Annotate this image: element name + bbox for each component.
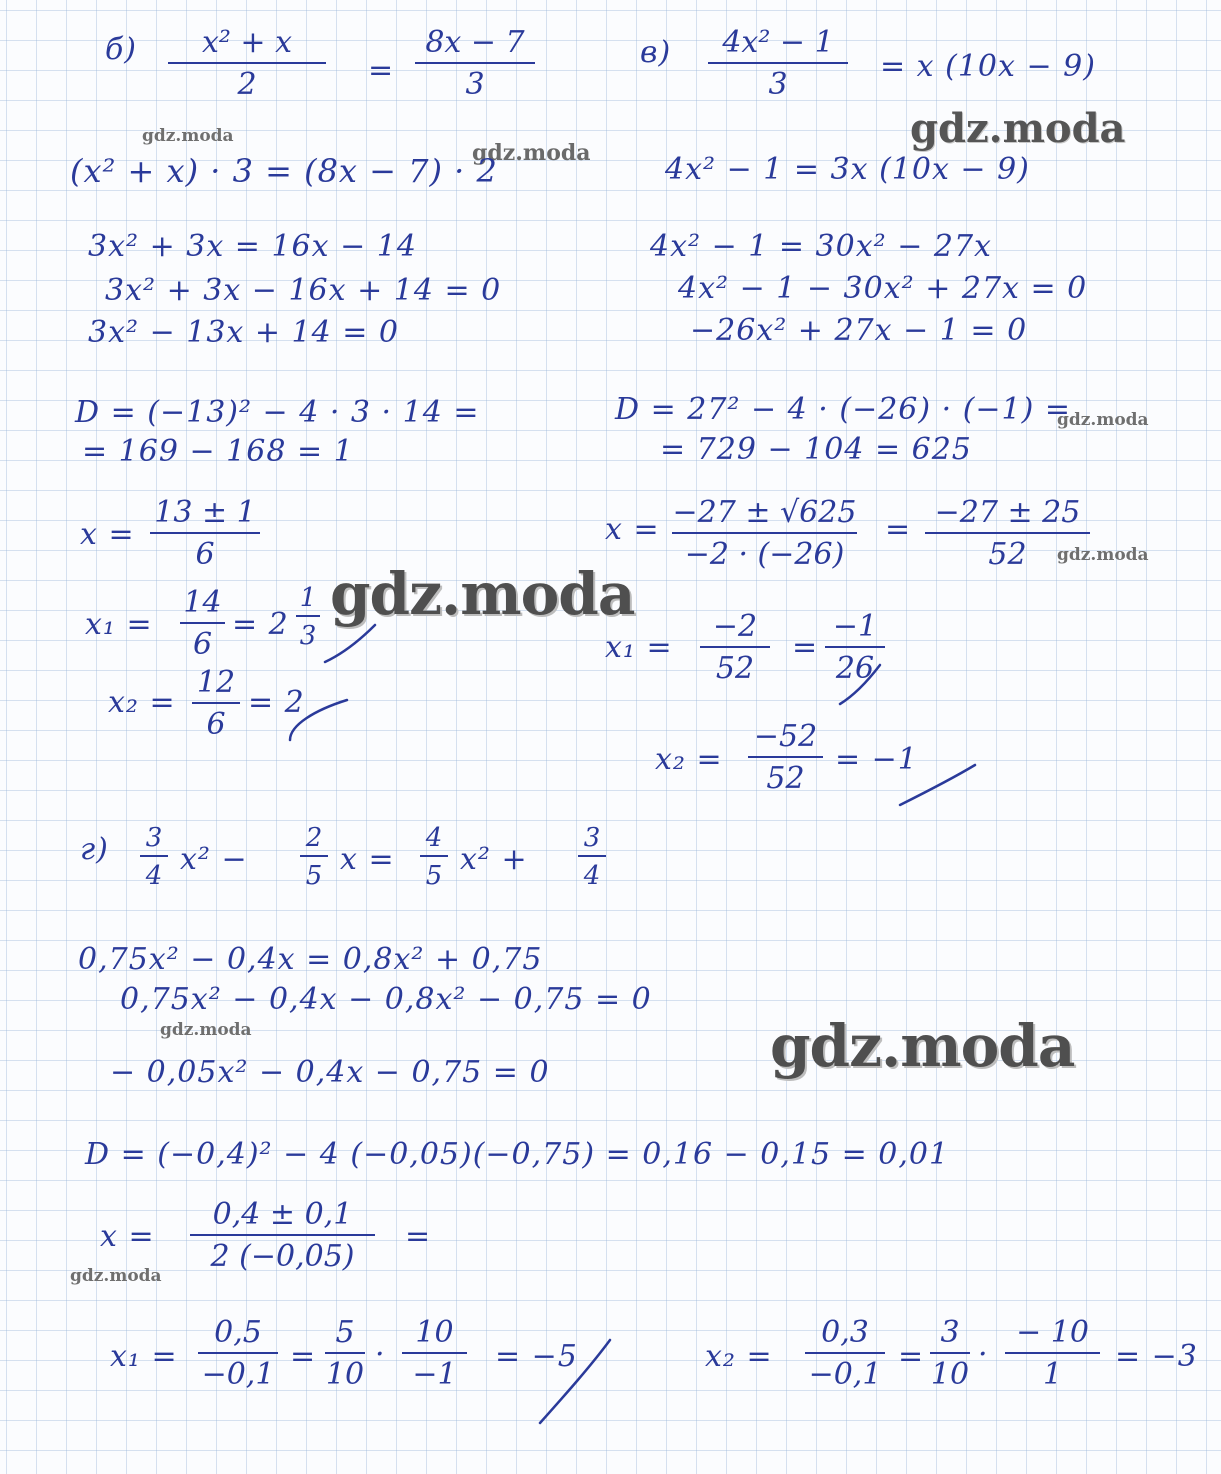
- numerator: −27 ± 25: [934, 495, 1081, 530]
- watermark: gdz.moda: [142, 126, 234, 146]
- denominator: 6: [192, 627, 213, 662]
- term: x² +: [460, 842, 528, 877]
- numerator: −2: [712, 609, 758, 644]
- fraction-bar: [198, 1352, 278, 1354]
- discriminant-result: = 169 − 168 = 1: [82, 434, 354, 469]
- fraction-bar: [925, 532, 1090, 534]
- watermark: gdz.moda: [472, 140, 591, 166]
- fraction-bar: [300, 855, 328, 857]
- denominator: 52: [988, 537, 1027, 572]
- fraction-bar: [420, 855, 448, 857]
- fraction-bar: [150, 532, 260, 534]
- numerator: −27 ± √625: [672, 495, 857, 530]
- denominator: −1: [412, 1357, 457, 1392]
- equals-sign: =: [290, 1339, 317, 1374]
- fraction-bar: [140, 855, 168, 857]
- equation-line: 4x² − 1 − 30x² + 27x = 0: [678, 271, 1088, 306]
- root-x1-prefix: x₁ =: [110, 1339, 178, 1374]
- fraction: [325, 1315, 365, 1392]
- root-x1-equals: = 2: [232, 607, 289, 642]
- watermark: gdz.moda: [770, 1012, 1075, 1080]
- term: x =: [340, 842, 395, 877]
- equation-line: 4x² − 1 = 3x (10x − 9): [665, 152, 1030, 187]
- root-x1-prefix: x₁ =: [85, 607, 153, 642]
- watermark: gdz.moda: [160, 1020, 252, 1040]
- root-x2-fraction: [748, 719, 823, 796]
- equation-line: 3x² + 3x = 16x − 14: [88, 229, 417, 264]
- root-x2-prefix: x₂ =: [705, 1339, 773, 1374]
- denominator: 10: [325, 1357, 365, 1392]
- fraction-bar: [402, 1352, 467, 1354]
- fraction: [1005, 1315, 1100, 1392]
- fraction-bar: [825, 646, 885, 648]
- multiply-sign: ·: [375, 1337, 386, 1372]
- part-b-label: б): [105, 32, 138, 67]
- numerator: − 10: [1016, 1315, 1089, 1350]
- root-x2-fraction: [192, 665, 240, 742]
- coefficient-fraction: [420, 825, 448, 889]
- numerator: 3: [583, 823, 601, 853]
- root-x1-mixed-fraction: [296, 585, 320, 649]
- denominator: 6: [206, 707, 226, 742]
- root-x1-fraction: [700, 609, 770, 686]
- numerator: 3: [145, 823, 163, 853]
- denominator: 6: [195, 537, 215, 572]
- numerator: 8x − 7: [425, 25, 525, 60]
- check-mark-icon: [895, 760, 980, 810]
- denominator: 1: [1042, 1357, 1063, 1392]
- watermark: gdz.moda: [1057, 545, 1149, 565]
- denominator: 3: [768, 67, 788, 102]
- denominator: 5: [305, 861, 323, 891]
- fraction-bar: [930, 1352, 970, 1354]
- numerator: x² + x: [201, 25, 293, 60]
- discriminant: D = (−13)² − 4 · 3 · 14 =: [75, 395, 480, 430]
- root-x1-fraction: [180, 585, 225, 662]
- fraction-bar: [748, 756, 823, 758]
- part-g-label: г): [80, 832, 109, 867]
- fraction-bar: [296, 615, 320, 617]
- root-formula-fraction: [150, 495, 260, 572]
- root-x1-equals: =: [792, 630, 819, 665]
- numerator: 0,4 ± 0,1: [212, 1197, 353, 1232]
- part-v-label: в): [640, 35, 672, 70]
- fraction-bar: [180, 622, 225, 624]
- equation-line: 4x² − 1 = 30x² − 27x: [650, 229, 992, 264]
- root-x1-prefix: x₁ =: [605, 630, 673, 665]
- root-formula-fraction: [672, 495, 857, 572]
- numerator: 12: [196, 665, 236, 700]
- numerator: 1: [299, 583, 317, 613]
- fraction-bar: [192, 702, 240, 704]
- watermark: gdz.moda: [1057, 410, 1149, 430]
- check-mark-icon: [535, 1335, 615, 1430]
- watermark: gdz.moda: [910, 105, 1126, 152]
- coefficient-fraction: [140, 825, 168, 889]
- equation-line: 0,75x² − 0,4x = 0,8x² + 0,75: [78, 942, 543, 977]
- numerator: −52: [753, 719, 818, 754]
- fraction: [402, 1315, 467, 1392]
- fraction-bar: [708, 62, 848, 64]
- denominator: 3: [465, 67, 485, 102]
- numerator: 2: [305, 823, 323, 853]
- multiply-sign: ·: [978, 1337, 989, 1372]
- fraction-bar: [168, 62, 326, 64]
- denominator: −2 · (−26): [684, 537, 845, 572]
- denominator: 2: [237, 67, 257, 102]
- root-x2-prefix: x₂ =: [655, 742, 723, 777]
- denominator: 5: [425, 861, 443, 891]
- numerator: 4: [425, 823, 443, 853]
- denominator: −0,1: [201, 1357, 275, 1392]
- part-v-lhs-fraction: [708, 25, 848, 102]
- root-x2-prefix: x₂ =: [108, 685, 176, 720]
- fraction-bar: [700, 646, 770, 648]
- equation-line: 0,75x² − 0,4x − 0,8x² − 0,75 = 0: [120, 982, 652, 1017]
- fraction-bar: [1005, 1352, 1100, 1354]
- equation-line: 3x² − 13x + 14 = 0: [88, 315, 400, 350]
- fraction-bar: [805, 1352, 885, 1354]
- equation-line: 3x² + 3x − 16x + 14 = 0: [105, 273, 502, 308]
- root-formula-prefix: x =: [80, 517, 135, 552]
- fraction-bar: [190, 1234, 375, 1236]
- equation-line: (x² + x) · 3 = (8x − 7) · 2: [70, 152, 498, 190]
- denominator: 52: [715, 651, 755, 686]
- equals-sign: =: [405, 1219, 432, 1254]
- root-x2-result: = −3: [1115, 1339, 1198, 1374]
- coefficient-fraction: [300, 825, 328, 889]
- numerator: −1: [832, 609, 878, 644]
- numerator: 5: [335, 1315, 355, 1350]
- fraction-bar: [325, 1352, 365, 1354]
- check-mark-icon: [320, 620, 380, 670]
- root-formula-prefix: x =: [605, 512, 660, 547]
- numerator: 14: [183, 585, 222, 620]
- numerator: 0,5: [214, 1315, 262, 1350]
- denominator: 52: [766, 761, 805, 796]
- equation-line: − 0,05x² − 0,4x − 0,75 = 0: [110, 1055, 550, 1090]
- root-x2-fraction: [805, 1315, 885, 1392]
- denominator: −0,1: [808, 1357, 882, 1392]
- part-b-rhs-fraction: [415, 25, 535, 102]
- coefficient-fraction: [578, 825, 606, 889]
- denominator: 4: [583, 861, 601, 891]
- equals-sign: =: [368, 53, 395, 88]
- watermark: gdz.moda: [330, 560, 635, 628]
- root-x1-fraction: [198, 1315, 278, 1392]
- discriminant: D = (−0,4)² − 4 (−0,05)(−0,75) = 0,16 − 0,15 = 0,01: [85, 1137, 950, 1172]
- discriminant-result: = 729 − 104 = 625: [660, 432, 972, 467]
- part-b-lhs-fraction: [168, 25, 326, 102]
- root-formula-fraction: [190, 1197, 375, 1274]
- denominator: 4: [145, 861, 163, 891]
- denominator: 10: [930, 1357, 970, 1392]
- fraction-bar: [578, 855, 606, 857]
- term: x² −: [180, 842, 248, 877]
- watermark: gdz.moda: [70, 1266, 162, 1286]
- numerator: 10: [415, 1315, 454, 1350]
- root-formula-fraction-simplified: [925, 495, 1090, 572]
- root-x1-result: = −5: [495, 1339, 578, 1374]
- fraction: [930, 1315, 970, 1392]
- root-x2-result: = 2: [248, 685, 305, 720]
- check-mark-icon: [835, 660, 885, 710]
- numerator: 13 ± 1: [154, 495, 256, 530]
- check-mark-icon: [285, 695, 355, 745]
- numerator: 0,3: [821, 1315, 869, 1350]
- numerator: 3: [940, 1315, 960, 1350]
- equals-sign: =: [885, 512, 912, 547]
- denominator: 3: [299, 621, 317, 651]
- root-x2-result: = −1: [835, 742, 918, 777]
- equals-sign: =: [898, 1339, 925, 1374]
- root-formula-prefix: x =: [100, 1219, 155, 1254]
- denominator: 2 (−0,05): [210, 1239, 355, 1274]
- denominator: 26: [835, 651, 875, 686]
- fraction-bar: [672, 532, 857, 534]
- equation-line: −26x² + 27x − 1 = 0: [690, 313, 1028, 348]
- numerator: 4x² − 1: [722, 25, 834, 60]
- discriminant: D = 27² − 4 · (−26) · (−1) =: [615, 392, 1071, 427]
- part-v-rhs: = x (10x − 9): [880, 49, 1096, 84]
- fraction-bar: [415, 62, 535, 64]
